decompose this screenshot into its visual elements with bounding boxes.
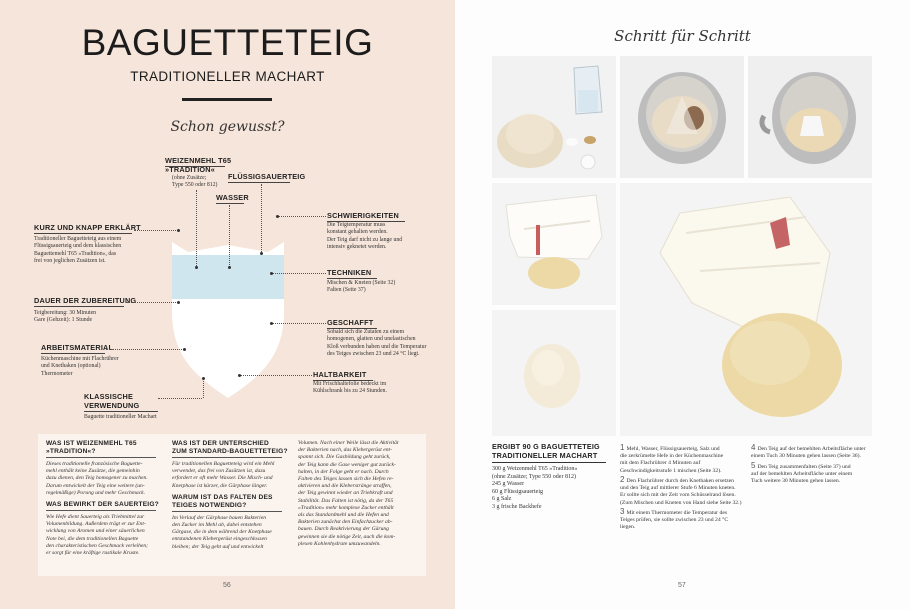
photo-dough-ball [492, 310, 616, 436]
kurz-erklaert-text: Traditioneller Baguetteteig aus einem Flüssigsauerteig und dem klassischen Baguettemehl T65 »Tradition«, das frei von jeglichen Zusätzen ist. [34, 236, 122, 265]
klassische-verwendung-label: KLASSISCHE VERWENDUNG [84, 392, 140, 410]
step-2: 2 Den Flachrührer durch den Knethaken ersetzen und den Teig auf mittlerer Stufe 6 Minuten kneten. Er sollte sich mit der Zeit vom Schüsselrand lösen. (Zum Mischen und Kneten von Hand siehe Seite 32.) [620, 475, 742, 506]
weizenmehl-note: (ohne Zusätze; Type 550 oder 812) [172, 175, 218, 189]
answer-sauerteig: Wie Hefe dient Sauerteig als Triebmittel zur Volumenbildung. Außerdem trägt er zur Ent- wicklung von Aromen und einer säuerlichen Note bei, die dem traditionellen Baguette den charakteristischen Geschmack verleihen; er sorgt für eine kräftige rustikale Kruste. [46, 514, 149, 557]
step-4: 4 Den Teig auf der bemehlten Arbeitsfläche unter einem Tuch 30 Minuten gehen lassen (Seite 36). [751, 443, 866, 460]
photo-ingredients [492, 56, 616, 178]
question-unterschied: WAS IST DER UNTERSCHIED ZUM STANDARD-BAGUETTETEIG? [172, 440, 288, 455]
page-title: BAGUETTETEIG [81, 22, 374, 63]
photo-bowl-dough [748, 56, 872, 178]
step-5: 5 Den Teig zusammenfalten (Seite 37) und auf der bemehlten Arbeitsfläche unter einem Tuch weitere 30 Minuten gehen lassen. [751, 461, 853, 485]
photo-dough-cloth-small [492, 183, 616, 305]
right-page [455, 0, 910, 609]
ergibt-heading: ERGIBT 90 G BAGUETTETEIG TRADITIONELLER MACHART [492, 442, 600, 460]
ergibt-rule [492, 462, 606, 463]
techniken-text: Mischen & Kneten (Seite 32) Falten (Seite 37) [327, 280, 396, 294]
techniken-label: TECHNIKEN [327, 268, 372, 277]
info-column-1 [46, 440, 166, 557]
schon-gewusst-heading: Schon gewusst? [170, 119, 285, 135]
step-1: 1 Mehl, Wasser, Flüssigsauerteig, Salz und die zerkrümelte Hefe in der Küchenmaschine mit dem Flachrührer 4 Minuten auf Geschwindigkeitsstufe 1 mischen (Seite 32). [620, 443, 724, 474]
geschafft-text: Sobald sich die Zutaten zu einem homogenen, glatten und unelastischen Kloß verbunden haben und die Temperatur des Teiges zwischen 23 und 24 °C liegt. [327, 329, 427, 358]
arbeitsmaterial-label: ARBEITSMATERIAL [41, 343, 114, 352]
haltbarkeit-text: Mit Frischhaltefolie bedeckt im Kühlschrank bis zu 24 Stunden. [313, 381, 387, 395]
fluessigsauerteig-label: FLÜSSIGSAUERTEIG [228, 172, 306, 181]
info-box [38, 434, 426, 576]
wasser-label: WASSER [216, 193, 249, 202]
weizenmehl-label: WEIZENMEHL T65 »TRADITION« [165, 156, 232, 174]
answer-weizenmehl: Dieses traditionelle französische Baguette- mehl enthält keine Zusätze, die gemeinhin dazu dienen, den Teig homogener zu machen. Darum entwickelt der Teig eine weitere (un- regelmäßige) Porung und mehr Geschmack. [46, 461, 148, 496]
arbeitsmaterial-text: Küchenmaschine mit Flachrührer und Knethaken (optional) Thermometer [41, 356, 119, 377]
question-falten: WARUM IST DAS FALTEN DES TEIGES NOTWENDIG? [172, 493, 273, 509]
dauer-label: DAUER DER ZUBEREITUNG [34, 296, 137, 305]
answer-unterschied: Für traditionellen Baguetteteig wird ein Mehl verwendet, das frei von Zusätzen ist, dazu erfordert er oft mehr Wasser. Die Misch- und Knetphase ist kürzer, die Gärphase länger. [172, 461, 275, 489]
info-column-3 [298, 440, 424, 548]
ingredients-list: 300 g Weizenmehl T65 »Tradition« (ohne Zusätze; Type 550 oder 812) 245 g Wasser 60 g Flüssigsauerteig 6 g Salz 3 g frische Backhefe [492, 466, 578, 510]
klassische-verwendung-text: Baguette traditioneller Machart [84, 414, 157, 420]
photo-bowl-flour [620, 56, 744, 178]
geschafft-label: GESCHAFFT [327, 318, 374, 327]
question-sauerteig: WAS BEWIRKT DER SAUERTEIG? [46, 501, 159, 509]
photo-dough-cloth-large [620, 183, 872, 436]
page-number-left: 56 [223, 582, 231, 589]
info-column-2 [172, 440, 292, 551]
step-3: 3 Mit einem Thermometer die Temperatur des Teiges prüfen, sie sollte zwischen 23 und 24 °C liegen. [620, 507, 729, 531]
schwierigkeiten-label: SCHWIERIGKEITEN [327, 211, 399, 220]
schritt-heading: Schritt für Schritt [614, 27, 751, 45]
answer-falten-continued: Volumen. Nach einer Weile lässt die Aktivität der Bakterien nach, das Klebergerüst ent- spannt sich. Die Gasbildung geht zurück, der Teig kann die Gase weniger gut zurück- halten, in der Folge geht er nach. Durch Falten des Teiges lassen sich die Hefen re- aktivieren und die Klebersträngе straffen, der Teig gewinnt wieder an Triebkraft und Stabilität. Das Falten ist nötig, da der T65 »Tradition« mehr komplexe Zucker enthält als das Standardmehl und die Hefen und Bakterien zunächst den Einfachzucker ab- bauen. Durch Reaktivierung der Gärung gewinnen sie die nötige Zeit, auch die kom- plexen Kohlenhydrate umzuwandeln. [298, 440, 399, 547]
title-rule [182, 98, 272, 101]
page-subtitle: TRADITIONELLER MACHART [130, 69, 325, 84]
dauer-text: Teigbereitung: 30 Minuten Gare (Gehzeit): 1 Stunde [34, 310, 97, 324]
haltbarkeit-label: HALTBARKEIT [313, 370, 367, 379]
page-number-right: 57 [678, 582, 686, 589]
question-weizenmehl: WAS IST WEIZENMEHL T65 »TRADITION«? [46, 440, 137, 455]
answer-falten: Im Verlauf der Gärphase bauen Bakterien den Zucker im Mehl ab, dabei entstehen Gärgase, die in dem während der Knetphase entstandenen Klebergerüst eingeschlossen bleiben; der Teig geht auf und entwickelt [172, 514, 272, 550]
kurz-erklaert-label: KURZ UND KNAPP ERKLÄRT [34, 223, 141, 232]
schwierigkeiten-text: Die Teigtemperatur muss konstant gehalten werden. Der Teig darf nicht zu lange und intensiv geknetet werden. [327, 222, 403, 251]
